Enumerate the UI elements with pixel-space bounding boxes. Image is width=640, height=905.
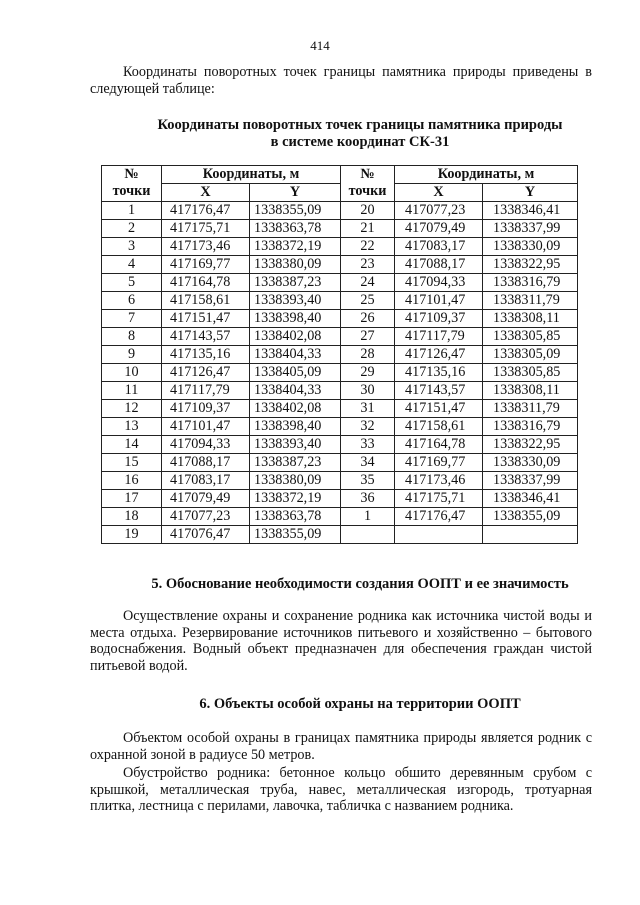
table-row	[102, 526, 578, 544]
point-number-cell: 34	[341, 454, 395, 472]
y-coordinate-cell: 1338398,40	[250, 310, 341, 328]
y-coordinate-cell: 1338398,40	[250, 418, 341, 436]
table-row	[102, 436, 578, 454]
x-coordinate-cell: 417135,16	[162, 346, 250, 364]
x-coordinate-cell: 417135,16	[395, 364, 483, 382]
point-number-cell: 35	[341, 472, 395, 490]
y-coordinate-cell: 1338337,99	[483, 472, 578, 490]
table-row	[102, 364, 578, 382]
header-x-right: X	[395, 184, 483, 202]
point-number-cell: 26	[341, 310, 395, 328]
x-coordinate-cell: 417151,47	[162, 310, 250, 328]
y-coordinate-cell: 1338305,85	[483, 364, 578, 382]
point-number-cell: 21	[341, 220, 395, 238]
x-coordinate-cell: 417164,78	[162, 274, 250, 292]
x-coordinate-cell: 417077,23	[162, 508, 250, 526]
point-number-cell: 7	[102, 310, 162, 328]
y-coordinate-cell: 1338355,09	[483, 508, 578, 526]
table-row	[102, 418, 578, 436]
x-coordinate-cell: 417101,47	[395, 292, 483, 310]
table-row	[102, 238, 578, 256]
point-number-cell: 17	[102, 490, 162, 508]
y-coordinate-cell: 1338316,79	[483, 418, 578, 436]
intro-paragraph: Координаты поворотных точек границы памятника природы приведены в следующей таблице:	[90, 64, 592, 97]
point-number-cell: 10	[102, 364, 162, 382]
table-row	[102, 310, 578, 328]
point-number-cell: 6	[102, 292, 162, 310]
x-coordinate-cell: 417126,47	[395, 346, 483, 364]
x-coordinate-cell: 417143,57	[395, 382, 483, 400]
x-coordinate-cell: 417158,61	[162, 292, 250, 310]
x-coordinate-cell: 417126,47	[162, 364, 250, 382]
y-coordinate-cell: 1338322,95	[483, 256, 578, 274]
point-number-cell: 4	[102, 256, 162, 274]
x-coordinate-cell: 417158,61	[395, 418, 483, 436]
x-coordinate-cell: 417109,37	[162, 400, 250, 418]
point-number-cell: 1	[341, 508, 395, 526]
table-row	[102, 454, 578, 472]
point-number-cell: 22	[341, 238, 395, 256]
x-coordinate-cell: 417109,37	[395, 310, 483, 328]
y-coordinate-cell: 1338305,85	[483, 328, 578, 346]
table-row	[102, 292, 578, 310]
point-number-cell: 12	[102, 400, 162, 418]
x-coordinate-cell: 417117,79	[162, 382, 250, 400]
x-coordinate-cell: 417173,46	[162, 238, 250, 256]
point-number-cell: 28	[341, 346, 395, 364]
point-number-cell: 25	[341, 292, 395, 310]
coordinates-table-body	[102, 202, 578, 544]
x-coordinate-cell: 417077,23	[395, 202, 483, 220]
header-point-number-right: № точки	[341, 166, 395, 202]
x-coordinate-cell: 417094,33	[395, 274, 483, 292]
table-row	[102, 382, 578, 400]
page-number: 414	[310, 38, 330, 53]
x-coordinate-cell: 417169,77	[395, 454, 483, 472]
y-coordinate-cell: 1338404,33	[250, 346, 341, 364]
section6-paragraph1: Объектом особой охраны в границах памятника природы является родник с охранной зоной в радиусе 50 метров.	[90, 730, 592, 763]
y-coordinate-cell: 1338305,09	[483, 346, 578, 364]
x-coordinate-cell: 417143,57	[162, 328, 250, 346]
point-number-cell: 15	[102, 454, 162, 472]
point-number-cell: 31	[341, 400, 395, 418]
point-number-cell: 16	[102, 472, 162, 490]
y-coordinate-cell: 1338363,78	[250, 508, 341, 526]
table-title-line1: Координаты поворотных точек границы памятника природы	[157, 117, 563, 133]
y-coordinate-cell: 1338363,78	[250, 220, 341, 238]
point-number-cell: 1	[102, 202, 162, 220]
x-coordinate-cell: 417083,17	[395, 238, 483, 256]
y-coordinate-cell: 1338387,23	[250, 454, 341, 472]
section6-heading: 6. Объекты особой охраны на территории ООПТ	[199, 696, 521, 712]
y-coordinate-cell: 1338311,79	[483, 292, 578, 310]
table-row	[102, 508, 578, 526]
x-coordinate-cell: 417088,17	[162, 454, 250, 472]
y-coordinate-cell: 1338308,11	[483, 382, 578, 400]
point-number-cell: 9	[102, 346, 162, 364]
y-coordinate-cell: 1338346,41	[483, 490, 578, 508]
x-coordinate-cell: 417175,71	[162, 220, 250, 238]
point-number-cell: 14	[102, 436, 162, 454]
x-coordinate-cell: 417088,17	[395, 256, 483, 274]
header-coordinates-right: Координаты, м	[395, 166, 578, 184]
y-coordinate-cell: 1338355,09	[250, 202, 341, 220]
point-number-cell: 2	[102, 220, 162, 238]
x-coordinate-cell: 417151,47	[395, 400, 483, 418]
table-title-line2: в системе координат СК-31	[270, 134, 450, 150]
section5-paragraph: Осуществление охраны и сохранение родника как источника чистой воды и места отдыха. Резервирование источников питьевого и хозяйственно – бытового водоснабжения. Водный объект предназначен для обеспечения граждан чистой питьевой водой.	[90, 608, 592, 674]
y-coordinate-cell: 1338355,09	[250, 526, 341, 544]
point-number-cell: 27	[341, 328, 395, 346]
x-coordinate-cell	[395, 526, 483, 544]
y-coordinate-cell: 1338402,08	[250, 400, 341, 418]
point-number-cell	[341, 526, 395, 544]
y-coordinate-cell: 1338330,09	[483, 238, 578, 256]
y-coordinate-cell: 1338393,40	[250, 436, 341, 454]
y-coordinate-cell: 1338330,09	[483, 454, 578, 472]
x-coordinate-cell: 417169,77	[162, 256, 250, 274]
table-row	[102, 220, 578, 238]
table-row	[102, 328, 578, 346]
point-number-cell: 3	[102, 238, 162, 256]
header-coordinates-left: Координаты, м	[162, 166, 341, 184]
point-number-cell: 23	[341, 256, 395, 274]
section5-heading: 5. Обоснование необходимости создания ООПТ и ее значимость	[151, 576, 569, 592]
y-coordinate-cell	[483, 526, 578, 544]
point-number-cell: 18	[102, 508, 162, 526]
table-row	[102, 346, 578, 364]
coordinates-table	[101, 165, 578, 544]
y-coordinate-cell: 1338372,19	[250, 490, 341, 508]
point-number-cell: 11	[102, 382, 162, 400]
y-coordinate-cell: 1338346,41	[483, 202, 578, 220]
y-coordinate-cell: 1338404,33	[250, 382, 341, 400]
point-number-cell: 30	[341, 382, 395, 400]
y-coordinate-cell: 1338308,11	[483, 310, 578, 328]
table-row	[102, 472, 578, 490]
point-number-cell: 20	[341, 202, 395, 220]
x-coordinate-cell: 417117,79	[395, 328, 483, 346]
x-coordinate-cell: 417176,47	[162, 202, 250, 220]
header-point-number-left: № точки	[102, 166, 162, 202]
y-coordinate-cell: 1338337,99	[483, 220, 578, 238]
section6-paragraph2: Обустройство родника: бетонное кольцо обшито деревянным срубом с крышкой, металлическая труба, навес, металлическая изгородь, тротуарная плитка, лестница с перилами, лавочка, табличка с названием родника.	[90, 765, 592, 814]
x-coordinate-cell: 417173,46	[395, 472, 483, 490]
y-coordinate-cell: 1338387,23	[250, 274, 341, 292]
x-coordinate-cell: 417079,49	[395, 220, 483, 238]
table-row	[102, 202, 578, 220]
point-number-cell: 29	[341, 364, 395, 382]
y-coordinate-cell: 1338380,09	[250, 256, 341, 274]
table-row	[102, 256, 578, 274]
y-coordinate-cell: 1338393,40	[250, 292, 341, 310]
x-coordinate-cell: 417164,78	[395, 436, 483, 454]
y-coordinate-cell: 1338380,09	[250, 472, 341, 490]
x-coordinate-cell: 417083,17	[162, 472, 250, 490]
x-coordinate-cell: 417101,47	[162, 418, 250, 436]
x-coordinate-cell: 417079,49	[162, 490, 250, 508]
table-row	[102, 490, 578, 508]
header-x-left: X	[162, 184, 250, 202]
point-number-cell: 36	[341, 490, 395, 508]
x-coordinate-cell: 417176,47	[395, 508, 483, 526]
x-coordinate-cell: 417076,47	[162, 526, 250, 544]
point-number-cell: 13	[102, 418, 162, 436]
point-number-cell: 33	[341, 436, 395, 454]
y-coordinate-cell: 1338372,19	[250, 238, 341, 256]
table-title	[90, 117, 630, 151]
point-number-cell: 8	[102, 328, 162, 346]
x-coordinate-cell: 417175,71	[395, 490, 483, 508]
y-coordinate-cell: 1338311,79	[483, 400, 578, 418]
table-row	[102, 400, 578, 418]
point-number-cell: 32	[341, 418, 395, 436]
point-number-cell: 19	[102, 526, 162, 544]
header-y-right: Y	[483, 184, 578, 202]
y-coordinate-cell: 1338316,79	[483, 274, 578, 292]
point-number-cell: 24	[341, 274, 395, 292]
point-number-cell: 5	[102, 274, 162, 292]
table-row	[102, 274, 578, 292]
y-coordinate-cell: 1338322,95	[483, 436, 578, 454]
y-coordinate-cell: 1338402,08	[250, 328, 341, 346]
header-y-left: Y	[250, 184, 341, 202]
x-coordinate-cell: 417094,33	[162, 436, 250, 454]
y-coordinate-cell: 1338405,09	[250, 364, 341, 382]
